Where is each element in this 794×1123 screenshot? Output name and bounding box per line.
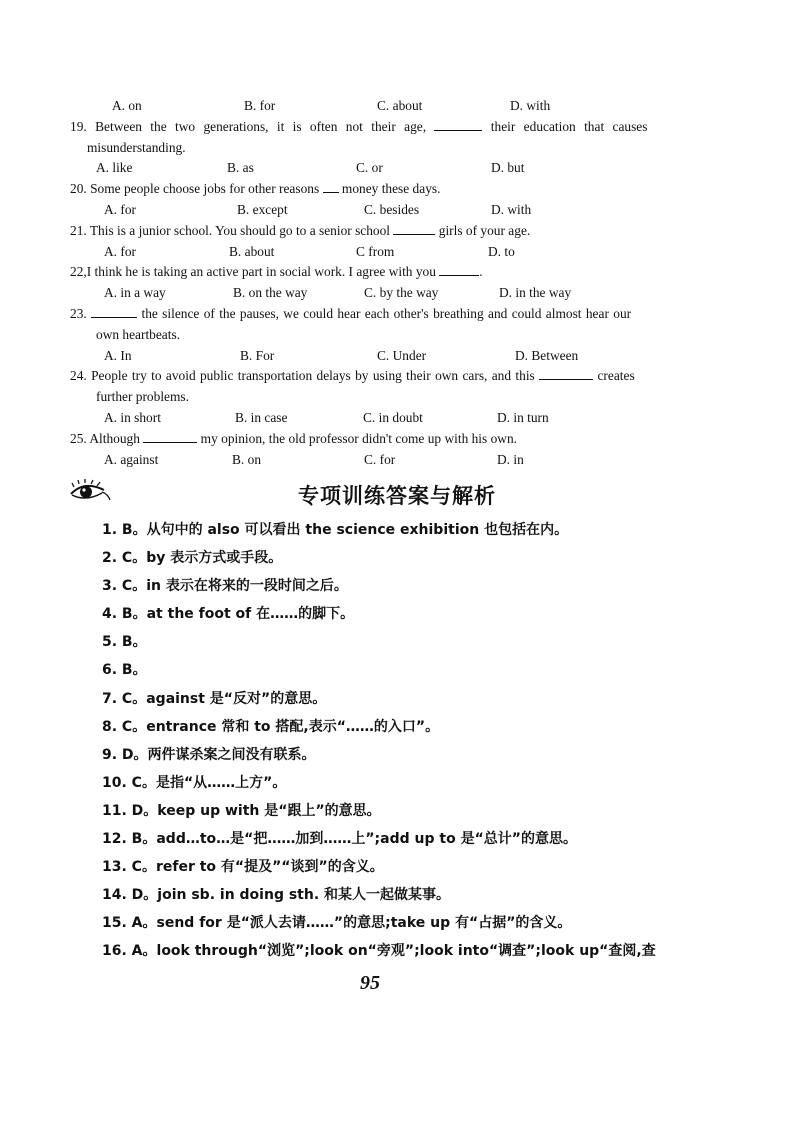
answer-number: 10. C。 xyxy=(102,774,156,791)
option: C. or xyxy=(356,160,383,176)
option: D. to xyxy=(488,243,515,259)
option: B. For xyxy=(240,347,275,363)
question-20 xyxy=(70,179,722,200)
option: B. as xyxy=(227,160,254,176)
answer-item xyxy=(102,656,742,684)
answer-number: 15. A。 xyxy=(102,915,157,932)
answer-text: by 表示方式或手段。 xyxy=(146,550,283,567)
answer-text: in 表示在将来的一段时间之后。 xyxy=(146,578,348,595)
question-number: 19. xyxy=(70,118,87,134)
option: D. with xyxy=(491,201,532,217)
question-text: my opinion, the old professor didn't come up with his own. xyxy=(200,430,517,446)
option: D. in xyxy=(497,451,524,467)
answer-item xyxy=(102,825,742,853)
option: C. in doubt xyxy=(363,409,423,425)
answer-text: look through“浏览”;look on“旁观”;look into“调查”;look up“查阅,查 xyxy=(156,943,656,960)
answer-text: join sb. in doing sth. 和某人一起做某事。 xyxy=(157,887,451,904)
answer-number: 7. C。 xyxy=(102,690,147,707)
option: B. in case xyxy=(235,409,288,425)
answer-item xyxy=(102,769,742,797)
option: B. except xyxy=(237,201,288,217)
answer-blank xyxy=(143,430,197,443)
option: B. on the way xyxy=(233,285,308,301)
option: D. with xyxy=(510,98,551,113)
option: D. in turn xyxy=(497,409,549,425)
q22-options xyxy=(70,283,722,304)
section-title: 专项训练答案与解析 xyxy=(298,484,496,508)
option: C. Under xyxy=(377,347,427,363)
answer-number: 8. C。 xyxy=(102,718,147,735)
question-text: girls of your age. xyxy=(438,222,531,238)
question-22 xyxy=(70,262,722,283)
q25-options xyxy=(70,450,722,471)
question-text: Although xyxy=(89,430,140,446)
answer-text: entrance 常和 to 搭配,表示“……的入口”。 xyxy=(146,718,440,735)
answer-blank xyxy=(323,180,339,193)
answer-text: 是指“从……上方”。 xyxy=(155,774,287,791)
option: C. by the way xyxy=(364,285,439,301)
answer-number: 5. B。 xyxy=(102,634,147,651)
answer-item xyxy=(102,544,742,572)
answer-text: send for 是“派人去请……”的意思;take up 有“占据”的含义。 xyxy=(156,915,572,932)
answer-item xyxy=(102,516,742,544)
option: A. on xyxy=(112,98,142,113)
answer-number: 12. B。 xyxy=(102,831,157,848)
question-text: money these days. xyxy=(341,181,441,197)
answer-number: 3. C。 xyxy=(102,578,147,595)
answer-text: against 是“反对”的意思。 xyxy=(146,690,327,707)
answer-item xyxy=(102,881,742,909)
option: C. about xyxy=(377,98,423,113)
answer-number: 6. B。 xyxy=(102,662,147,679)
question-24 xyxy=(70,366,722,387)
option: A. against xyxy=(104,451,159,467)
question-number: 21. xyxy=(70,222,87,238)
option: D. Between xyxy=(515,347,579,363)
answer-item xyxy=(102,628,742,656)
option: B. about xyxy=(229,243,275,259)
q19-options xyxy=(70,158,722,179)
answer-blank xyxy=(91,305,137,318)
option: A. In xyxy=(104,347,132,363)
option: A. for xyxy=(104,201,136,217)
answer-number: 1. B。 xyxy=(102,522,147,538)
answer-text: keep up with 是“跟上”的意思。 xyxy=(157,802,381,819)
question-number: 24. xyxy=(70,368,87,384)
question-number: 25. xyxy=(70,430,87,446)
question-23 xyxy=(70,304,722,325)
question-text: People try to avoid public transportation delays by using their own cars, and this xyxy=(91,368,535,384)
answer-blank xyxy=(393,222,435,235)
answer-number: 4. B。 xyxy=(102,606,147,623)
option: C. besides xyxy=(364,201,420,217)
answer-text: refer to 有“提及”“谈到”的含义。 xyxy=(155,859,384,876)
question-continuation: misunderstanding. xyxy=(87,139,186,155)
option: A. like xyxy=(96,160,133,176)
question-number: 23. xyxy=(70,305,87,321)
answers-list xyxy=(102,516,742,966)
option: B. for xyxy=(244,98,276,113)
question-text: the silence of the pauses, we could hear each other's breathing and could almost hear our xyxy=(141,305,632,321)
option: C. for xyxy=(364,451,396,467)
q21-options xyxy=(70,242,722,263)
answer-number: 9. D。 xyxy=(102,746,148,763)
answer-item xyxy=(102,853,742,881)
question-text: I think he is taking an active part in social work. I agree with you xyxy=(86,264,436,280)
answer-item xyxy=(102,685,742,713)
answer-number: 16. A。 xyxy=(102,943,157,960)
question-19 xyxy=(70,117,722,138)
answer-text: 从句中的 also 可以看出 the science exhibition 也包括在内。 xyxy=(146,522,569,538)
answer-item xyxy=(102,937,742,965)
answer-number: 11. D。 xyxy=(102,802,158,819)
option: A. for xyxy=(104,243,136,259)
question-continuation: further problems. xyxy=(96,389,189,405)
answer-number: 13. C。 xyxy=(102,859,156,876)
questions-section xyxy=(70,96,722,470)
question-text: their education that causes xyxy=(490,118,648,134)
answer-item xyxy=(102,713,742,741)
option: B. on xyxy=(232,451,262,467)
answer-item xyxy=(102,572,742,600)
question-text: . xyxy=(479,264,483,280)
option: D. but xyxy=(491,160,525,176)
q20-options xyxy=(70,200,722,221)
answer-number: 14. D。 xyxy=(102,887,158,904)
answer-item xyxy=(102,797,742,825)
answer-number: 2. C。 xyxy=(102,550,147,567)
option: C from xyxy=(356,243,395,259)
question-21 xyxy=(70,221,722,242)
question-text: This is a junior school. You should go to a senior school xyxy=(89,222,391,238)
question-continuation: own heartbeats. xyxy=(96,326,181,342)
option: A. in a way xyxy=(104,285,166,301)
question-text: creates xyxy=(597,368,635,384)
question-number: 20. xyxy=(70,181,87,197)
q24-options xyxy=(70,408,722,429)
option: D. in the way xyxy=(499,285,572,301)
eye-icon xyxy=(68,478,112,504)
answer-blank xyxy=(439,263,479,276)
answer-item xyxy=(102,741,742,769)
answer-blank xyxy=(539,367,593,380)
q18-options xyxy=(70,96,722,117)
question-number: 22, xyxy=(70,264,87,280)
question-text: Between the two generations, it is often not their age, xyxy=(95,118,427,134)
option: A. in short xyxy=(104,409,161,425)
answer-item xyxy=(102,600,742,628)
answer-text: 两件谋杀案之间没有联系。 xyxy=(147,746,316,763)
page-number: 95 xyxy=(360,972,380,994)
answer-blank xyxy=(434,118,482,131)
question-25 xyxy=(70,429,722,450)
answer-item xyxy=(102,909,742,937)
question-text: Some people choose jobs for other reasons xyxy=(90,181,320,197)
answer-text: add…to…是“把……加到……上”;add up to 是“总计”的意思。 xyxy=(156,831,577,848)
answer-text: at the foot of 在……的脚下。 xyxy=(146,606,355,623)
q23-options xyxy=(70,346,722,367)
